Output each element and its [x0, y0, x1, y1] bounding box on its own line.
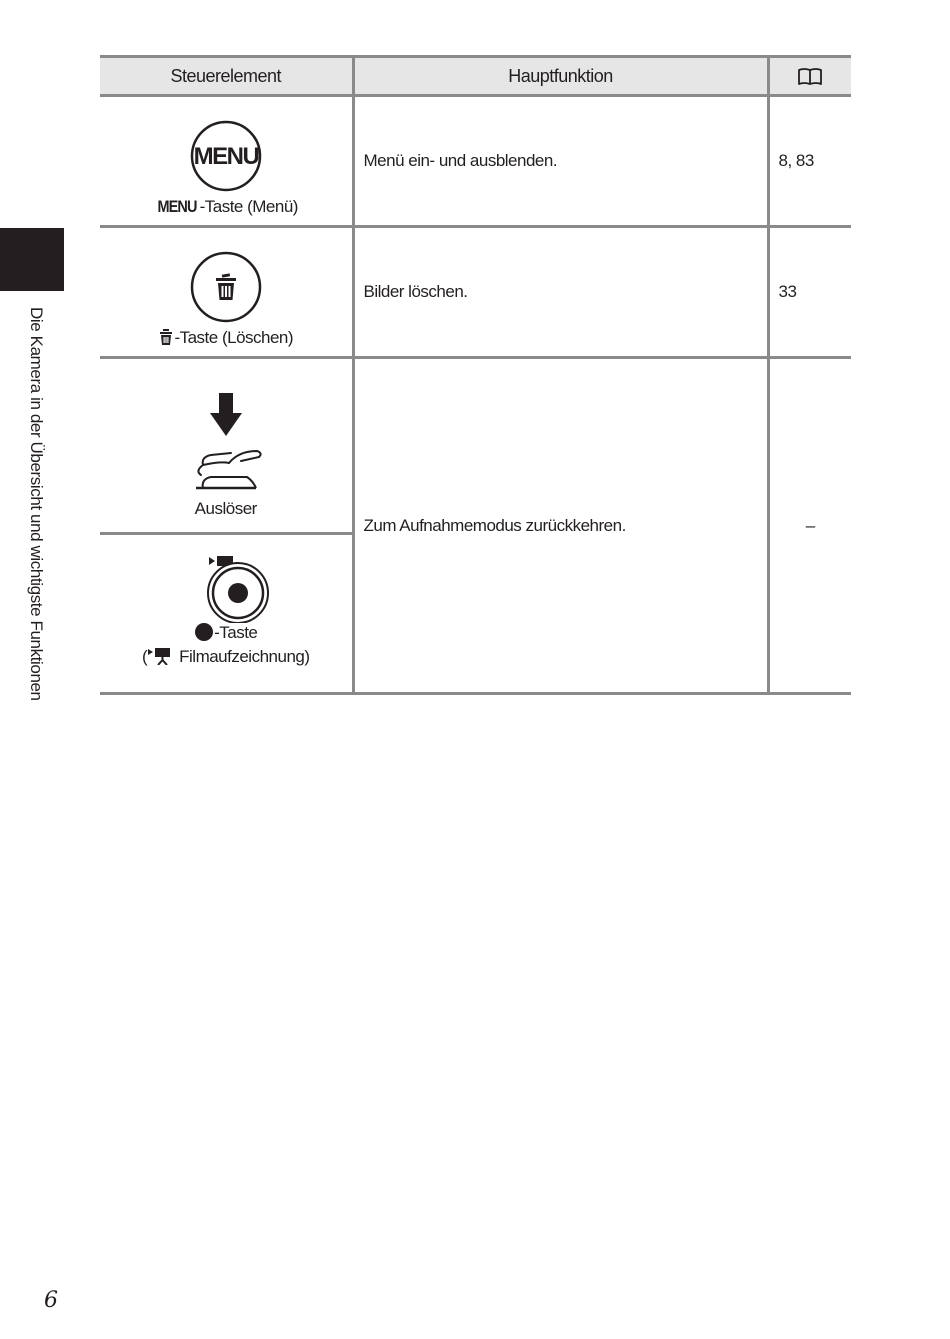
page-number: 6 — [44, 1288, 58, 1313]
label-text: -Taste (Löschen) — [174, 328, 294, 347]
header-control: Steuerelement — [100, 57, 353, 96]
table-header-row — [100, 57, 851, 96]
delete-button-icon — [189, 250, 263, 324]
label-note-text: Filmaufzeichnung) — [179, 647, 310, 666]
menu-button-text: MENU — [193, 143, 259, 170]
reference-cell: 33 — [768, 227, 851, 358]
control-cell-shutter — [100, 358, 353, 534]
control-cell-delete — [100, 227, 353, 358]
menu-button-icon — [189, 119, 263, 193]
function-cell: Menü ein- und ausblenden. — [353, 96, 768, 227]
header-reference — [768, 57, 851, 96]
function-cell: Zum Aufnahmemodus zurückkehren. — [353, 358, 768, 694]
record-dot-icon — [194, 623, 214, 641]
label-text: -Taste — [214, 623, 258, 642]
shutter-release-icon — [181, 391, 271, 501]
function-cell: Bilder löschen. — [353, 227, 768, 358]
controls-table — [100, 55, 851, 695]
control-cell-movie-record — [100, 534, 353, 694]
chapter-tab — [0, 228, 64, 291]
book-icon — [797, 67, 823, 87]
control-label — [100, 326, 352, 350]
control-label — [100, 195, 352, 219]
menu-word: MENU — [156, 197, 197, 216]
table-row — [100, 96, 851, 227]
control-label: Auslöser — [194, 499, 257, 518]
reference-cell: 8, 83 — [768, 96, 851, 227]
movie-record-button-icon — [171, 553, 281, 623]
reference-cell: – — [768, 358, 851, 694]
table-row — [100, 358, 851, 534]
control-label — [100, 621, 352, 645]
label-text: -Taste (Menü) — [199, 197, 298, 216]
chapter-title: Die Kamera in der Übersicht und wichtigste Funktionen — [27, 307, 46, 701]
trash-icon — [158, 328, 174, 346]
label-note-open: ( — [141, 647, 148, 666]
header-function: Hauptfunktion — [353, 57, 768, 96]
movie-camera-icon — [147, 647, 179, 665]
table-row — [100, 227, 851, 358]
control-cell-menu — [100, 96, 353, 227]
control-label-note — [100, 645, 352, 669]
